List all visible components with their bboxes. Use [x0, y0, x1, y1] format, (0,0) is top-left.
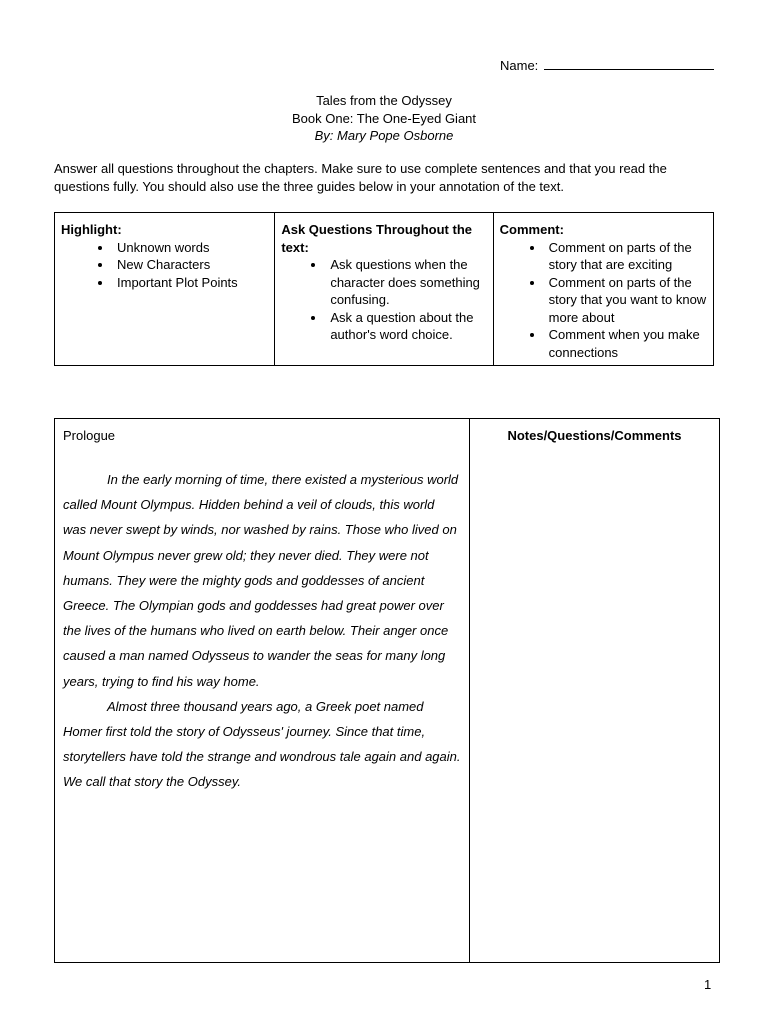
reading-notes-table: [54, 418, 720, 963]
name-field: [500, 57, 714, 73]
list-item: • Ask questions when the character does something confusing.: [326, 256, 486, 309]
page-number: 1: [704, 977, 712, 992]
section-label: Prologue: [63, 428, 116, 443]
guide-highlight-column: [55, 213, 274, 365]
list-item: • Comment when you make connections: [545, 326, 707, 361]
book-title: Book One: The One-Eyed Giant: [291, 110, 477, 126]
guide-comment-list: [500, 239, 707, 362]
list-item: • Unknown words: [113, 239, 268, 257]
list-item: • New Characters: [113, 256, 268, 274]
list-item: • Important Plot Points: [113, 274, 268, 292]
notes-heading: Notes/Questions/Comments: [507, 428, 682, 443]
story-paragraph: In the early morning of time, there existed a mysterious world called Mount Olympus. Hidden behind a veil of clouds, this world was never swept by winds, nor washed by rains. Those who lived on Mount Olympus never grew old; they never died. They were not humans. They were the mighty gods and goddesses of ancient Greece. The Olympian gods and goddesses had great power over the lives of the humans who lived on earth below. Their anger once caused a man named Odysseus to wander the seas for many long years, trying to find his way home.: [63, 472, 459, 689]
list-item: • Ask a question about the author's word choice.: [326, 309, 486, 344]
story-text: [63, 467, 461, 795]
book-author: By: Mary Pope Osborne: [314, 128, 454, 143]
story-paragraph: Almost three thousand years ago, a Greek poet named Homer first told the story of Odysseus' journey. Since that time, storytellers have told the strange and wondrous tale again and again. We call that story the Odyssey.: [63, 698, 461, 790]
book-series-title: Tales from the Odyssey: [316, 93, 452, 108]
guide-comment-column: [493, 213, 713, 365]
annotation-guide-table: [54, 212, 714, 366]
guide-ask-list: [281, 256, 486, 344]
reading-text-cell: [55, 419, 470, 962]
name-label: Name:: [500, 58, 542, 73]
guide-ask-heading: Ask Questions Throughout the text:: [281, 222, 472, 255]
list-item: • Comment on parts of the story that are exciting: [545, 239, 707, 274]
title-block: [0, 92, 768, 145]
guide-comment-heading: Comment:: [499, 222, 564, 237]
guide-highlight-list: [61, 239, 268, 292]
guide-ask-column: [274, 213, 492, 365]
name-blank-line[interactable]: [544, 57, 714, 70]
instructions-text: Answer all questions throughout the chapters. Make sure to use complete sentences and that you read the questions fully. You should also use the three guides below in your annotation of the text.: [54, 161, 667, 194]
list-item: • Comment on parts of the story that you want to know more about: [545, 274, 707, 327]
notes-cell[interactable]: [470, 419, 719, 962]
guide-highlight-heading: Highlight:: [61, 222, 122, 237]
